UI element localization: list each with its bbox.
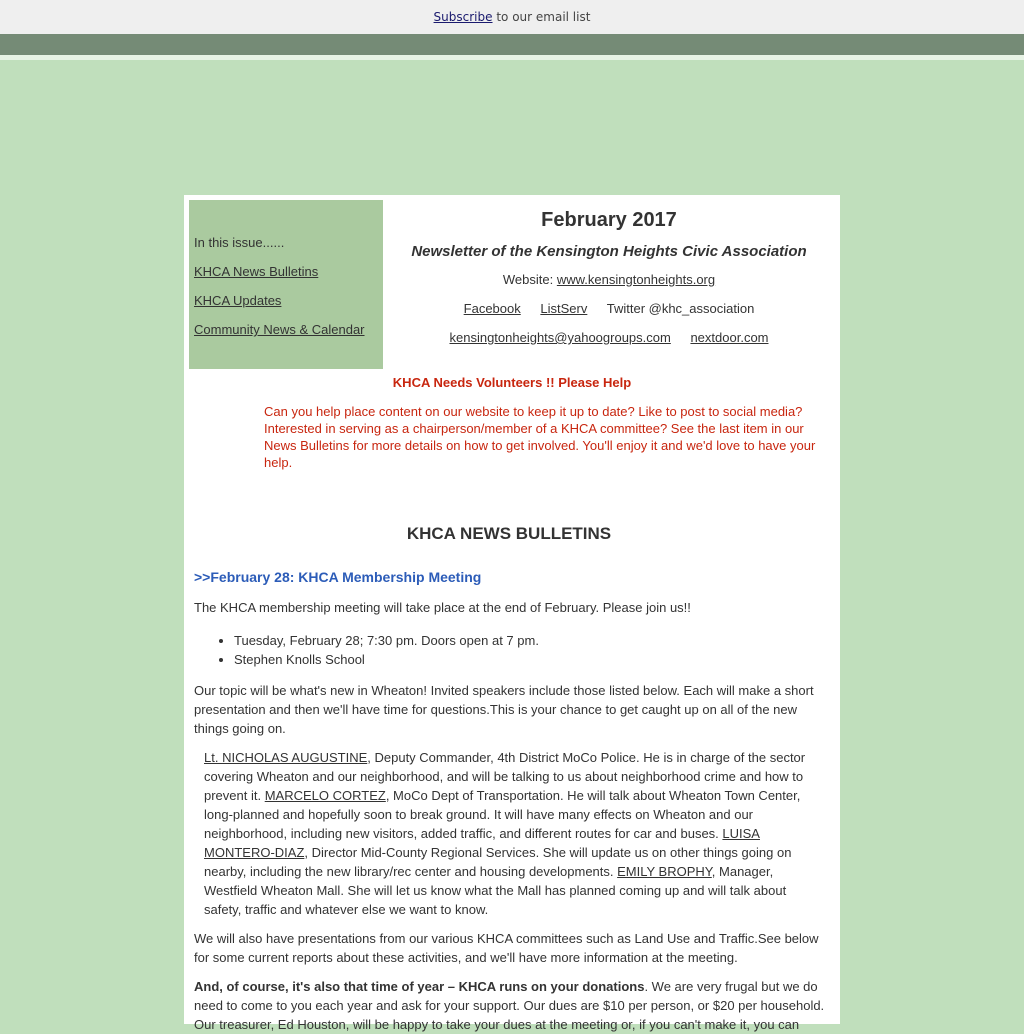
email-link[interactable]: kensingtonheights@yahoogroups.com	[449, 330, 671, 345]
dues-emphasis: And, of course, it's also that time of year – KHCA runs on your donations	[194, 979, 645, 994]
meeting-topic: Our topic will be what's new in Wheaton! Invited speakers include those listed below. Each will make a short presentation and then we'll have time for questions.This is your chance to get caught up on all of the new things going on.	[194, 683, 814, 736]
website-line	[383, 265, 835, 294]
social-links	[383, 294, 835, 323]
speaker-desc: , MoCo Dept of Transportation. He will talk about Wheaton Town Center, long-planned and hopefully soon to break ground. It will have many effects on Wheaton and our neighborhood, including new visitors, added traffic, and different routes for car and buses.	[204, 788, 801, 841]
speaker-desc: , Director Mid-County Regional Services. She will update us on other things going on nearby, including the new library/rec center and housing developments.	[204, 845, 792, 879]
website-label: Website:	[502, 272, 554, 287]
newsletter-subtitle: Newsletter of the Kensington Heights Civic Association	[411, 243, 807, 260]
newsletter-page	[184, 195, 840, 1032]
toc-intro: In this issue......	[194, 235, 285, 250]
listserv-link[interactable]: ListServ	[540, 301, 588, 316]
meeting-intro: The KHCA membership meeting will take place at the end of February. Please join us!!	[194, 600, 691, 615]
website-link[interactable]: www.kensingtonheights.org	[556, 272, 716, 287]
volunteer-text: Can you help place content on our website to keep it up to date? Like to post to social media? Interested in serving as a chairperson/member of a KHCA committee? See the last item in our News Bulletins for more details on how to get involved. You'll enjoy it and we'd love to have your help.	[264, 404, 816, 470]
meeting-details-list	[194, 631, 539, 669]
toc-link-updates[interactable]: KHCA Updates	[194, 293, 282, 308]
speaker-link-augustine[interactable]: Lt. NICHOLAS AUGUSTINE	[204, 750, 368, 765]
twitter-handle: Twitter @khc_association	[606, 301, 755, 316]
masthead	[383, 205, 835, 352]
committees-paragraph: We will also have presentations from our various KHCA committees such as Land Use and Traffic.See below for some current reports about these activities, and we'll have more information at the meeting.	[194, 931, 819, 965]
list-item: • Stephen Knolls School	[234, 650, 539, 669]
meeting-heading: >>February 28: KHCA Membership Meeting	[194, 569, 482, 585]
speaker-link-cortez[interactable]: MARCELO CORTEZ	[264, 788, 386, 803]
speakers-paragraph	[204, 748, 814, 919]
subscribe-text: to our email list	[496, 10, 591, 24]
issue-date: February 2017	[541, 209, 677, 231]
facebook-link[interactable]: Facebook	[463, 301, 521, 316]
list-item: • Tuesday, February 28; 7:30 pm. Doors open at 7 pm.	[234, 631, 539, 650]
subscribe-link[interactable]: Subscribe	[433, 10, 493, 24]
speaker-desc: , Manager, Westfield Wheaton Mall. She will let us know what the Mall has planned coming up and will talk about safety, traffic and whatever else we want to know.	[204, 864, 787, 917]
toc-link-news-bulletins[interactable]: KHCA News Bulletins	[194, 264, 319, 279]
header-band	[0, 34, 1024, 55]
volunteer-heading: KHCA Needs Volunteers !! Please Help	[392, 375, 632, 390]
toc-link-community-news[interactable]: Community News & Calendar	[194, 322, 365, 337]
speaker-link-brophy[interactable]: EMILY BROPHY	[617, 864, 712, 879]
dues-text: . We are very frugal but we do need to come to you each year and ask for your support. Our dues are $10 per person, or $20 per household. Our treasurer, Ed Houston, will be happy to take your dues at the meeting or, if you can't make it, you can	[194, 979, 825, 1032]
subscribe-bar	[0, 0, 1024, 34]
news-bulletins-heading: KHCA NEWS BULLETINS	[406, 524, 612, 543]
speaker-link-montero-diaz[interactable]: LUISA MONTERO-DIAZ	[204, 826, 760, 860]
speaker-desc: , Deputy Commander, 4th District MoCo Police. He is in charge of the sector covering Wheaton and our neighborhood, and will be talking to us about neighborhood crime and how to prevent it.	[204, 750, 806, 803]
table-of-contents	[189, 200, 383, 369]
dues-paragraph	[194, 977, 830, 1034]
contact-links	[383, 323, 835, 352]
header-band-highlight	[0, 55, 1024, 60]
nextdoor-link[interactable]: nextdoor.com	[690, 330, 769, 345]
